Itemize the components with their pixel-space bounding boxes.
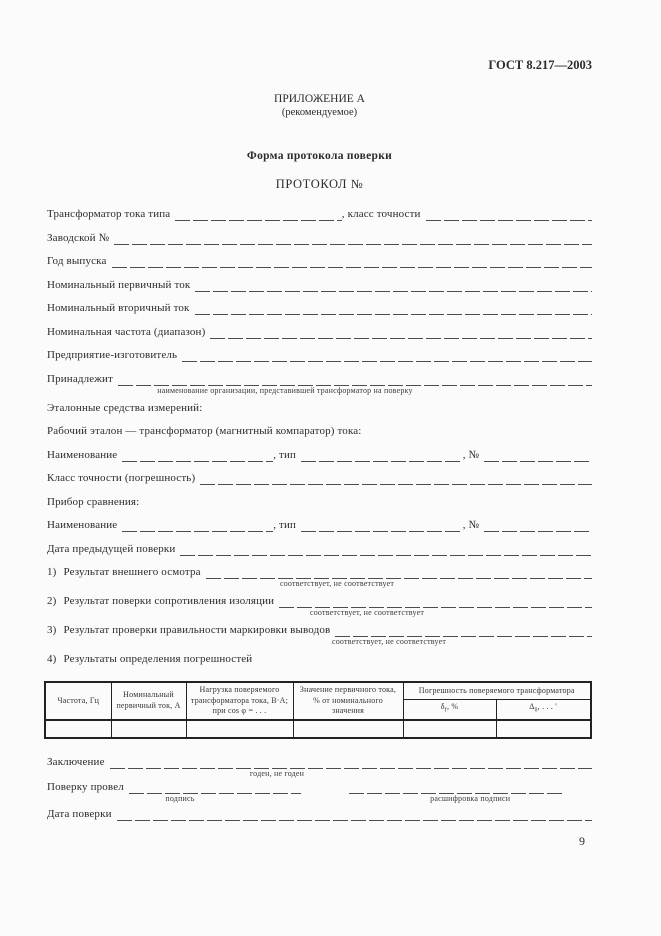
error-results-table [44,681,592,739]
signature-name-note: расшифровка подписи [430,793,511,803]
field-row-verification-date [47,808,592,821]
col-error-group: Погрешность поверяемого трансформатора [403,682,591,699]
table-cell-empty [403,720,496,738]
item-row-2 [47,595,592,608]
page-content [47,58,592,849]
blank-line [180,543,592,556]
item-number: 4) [47,653,57,665]
blank-line-signature [129,781,301,794]
field-label: Класс точности (погрешность) [47,472,196,484]
conclusion-note-row [47,769,592,779]
field-label: Номинальная частота (диапазон) [47,325,206,338]
field-label: Номинальный первичный ток [47,278,191,291]
table-cell-empty [186,720,293,738]
field-row-previous-date [47,543,592,556]
col-angle-error [496,699,591,719]
item-3-note-row [47,637,592,647]
field-label: Заводской № [47,231,110,244]
table-row [45,720,591,738]
item-label: Результат проверки правильности маркировки выводов [63,624,331,636]
col-load: Нагрузка поверяемого трансформатора тока, В·А; при cos φ = . . . [186,682,293,720]
blank-line [195,302,592,315]
blank-line [426,208,592,221]
blank-line [279,595,592,608]
item-number: 2) [47,595,57,607]
item-number: 3) [47,624,57,636]
blank-line [484,519,592,532]
field-label: Поверку провел [47,780,124,793]
text-row-working-standard [47,425,592,438]
blank-line [114,232,592,245]
conformity-note: соответствует, не соответствует [309,608,425,617]
conformity-note: соответствует, не соответствует [279,579,395,588]
item-label: Результат внешнего осмотра [63,566,201,578]
field-label: Дата предыдущей поверки [47,542,176,555]
blank-line [118,373,592,386]
angle-error-unit: , . . . ′ [537,702,558,712]
field-label: , № [462,519,480,531]
owner-note: наименование организации, представившей трансформатор на поверку [157,385,413,395]
blank-line [301,519,463,532]
item-label: Результаты определения погрешностей [63,653,253,665]
current-error-subscript: f [444,708,447,715]
item-2-note-row [47,608,592,618]
table-cell-empty [293,720,403,738]
blank-line [210,326,592,339]
col-current-error [403,699,496,719]
table-cell-empty [111,720,186,738]
field-label: , класс точности [341,208,421,220]
text-row-comparison-device [47,496,592,509]
blank-line [117,808,592,821]
current-error-unit: , % [446,702,459,712]
owner-note-row [47,386,592,396]
field-label: Принадлежит [47,372,114,385]
form-title: Форма протокола поверки [246,150,393,162]
blank-line [122,519,273,532]
field-label: , № [462,448,480,461]
appendix-note: (рекомендуемое) [281,107,358,118]
field-row-secondary-current [47,302,592,315]
item-row-4 [47,653,592,666]
blank-line [206,566,592,579]
conclusion-note: годен, не годен [249,768,305,778]
table-cell-empty [496,720,591,738]
conformity-note: соответствует, не соответствует [331,637,447,646]
field-row-primary-current [47,279,592,292]
blank-line [335,624,592,637]
blank-line-signature-name [349,781,563,794]
item-row-3 [47,624,592,637]
text-row-reference-means [47,402,592,415]
signature-note: подпись [165,793,195,803]
section-label: Эталонные средства измерений: [47,401,203,414]
field-label: Предприятие-изготовитель [47,349,178,361]
blank-line [484,449,592,462]
field-label: Наименование [47,448,118,461]
field-row-accuracy-error [47,472,592,485]
field-row-device-name [47,519,592,532]
angle-error-symbol: Δ [529,702,535,712]
field-label: , тип [273,448,297,461]
section-label: Рабочий эталон — трансформатор (магнитный компаратор) тока: [47,425,362,437]
blank-line [112,255,593,268]
spacer [301,781,344,794]
item-1-note-row [47,579,592,589]
item-label: Результат поверки сопротивления изоляции [63,595,275,607]
field-label: Год выпуска [47,255,107,267]
angle-error-subscript: δ [534,708,538,715]
col-frequency: Частота, Гц [45,682,111,720]
field-row-manufacturer [47,349,592,362]
blank-line [122,449,273,462]
field-label: Дата поверки [47,807,112,820]
page-number: 9 [579,833,585,848]
col-nominal-primary-current: Номинальный первичный ток, А [111,682,186,720]
blank-line [200,472,592,485]
table-cell-empty [45,720,111,738]
field-label: Заключение [47,755,105,768]
section-label: Прибор сравнения: [47,495,140,508]
protocol-title: ПРОТОКОЛ № [275,177,364,191]
col-primary-current-value: Значение первичного тока, % от номинального значения [293,682,403,720]
signature-notes-row [47,794,592,804]
field-label: , тип [273,519,297,531]
current-error-symbol: δ [440,702,445,712]
item-number: 1) [47,566,57,578]
field-row-standard-name [47,449,592,462]
field-row-frequency [47,326,592,339]
item-row-1 [47,566,592,579]
blank-line [182,349,592,362]
field-label: Номинальный вторичный ток [47,302,190,314]
field-row-transformer-type [47,208,592,221]
field-label: Трансформатор тока типа [47,208,171,220]
field-row-verified-by [47,781,592,794]
blank-line [195,279,592,292]
field-row-conclusion [47,756,592,769]
field-row-year [47,255,592,268]
blank-line [175,208,341,221]
field-row-serial-number [47,232,592,245]
appendix-title: ПРИЛОЖЕНИЕ А [274,93,365,105]
field-row-owner [47,373,592,386]
blank-line [110,756,592,769]
blank-line [301,449,463,462]
field-label: Наименование [47,519,118,531]
standard-number: ГОСТ 8.217—2003 [488,58,592,72]
